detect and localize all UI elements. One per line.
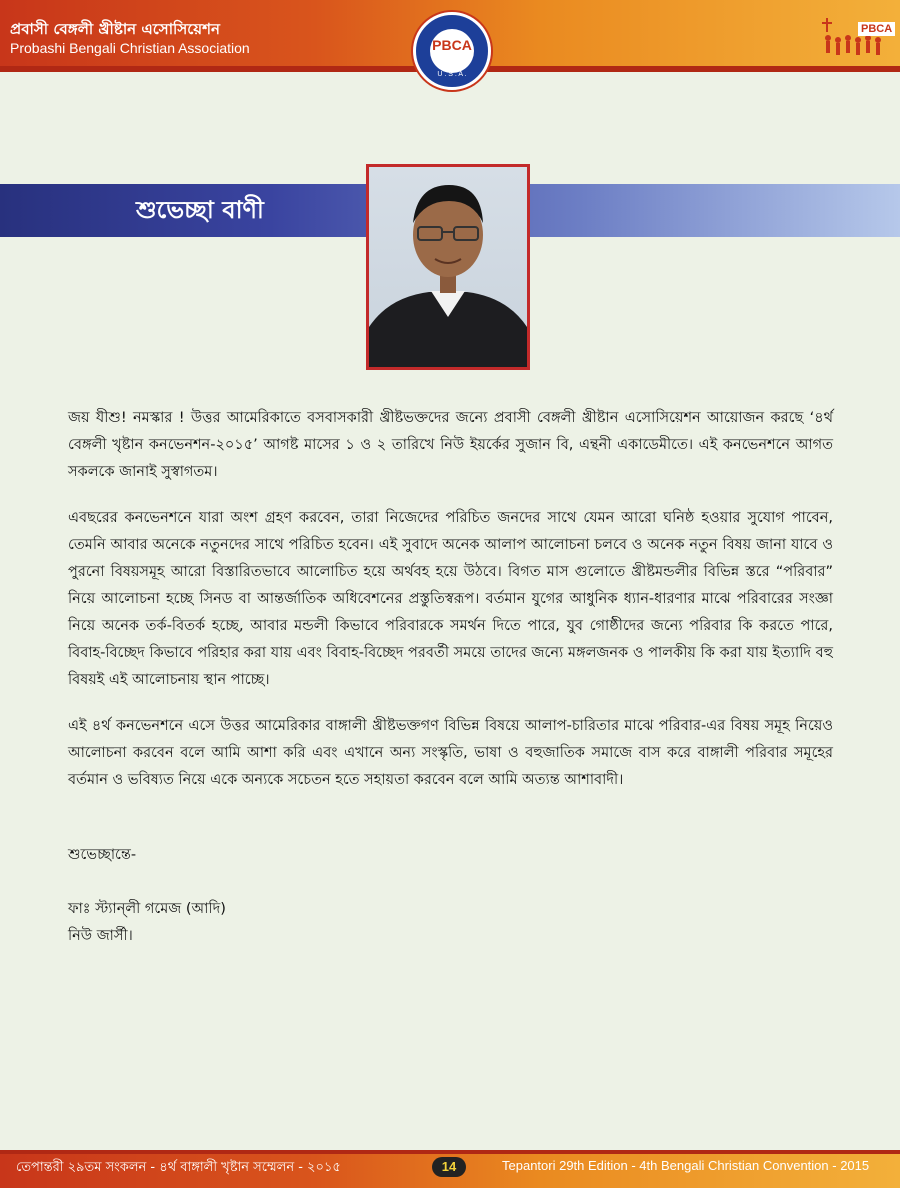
- footer-edition-english: Tepantori 29th Edition - 4th Bengali Christian Convention - 2015: [502, 1158, 870, 1173]
- org-name-english: Probashi Bengali Christian Association: [10, 40, 250, 56]
- closing-text: শুভেচ্ছান্তে-: [68, 847, 137, 863]
- author-portrait: [366, 164, 530, 370]
- paragraph: এবছরের কনভেনশনে যারা অংশ গ্রহণ করবেন, তারা নিজেদের পরিচিত জনদের সাথে যেমন আরো ঘনিষ্ঠ হওয়ার সুযোগ পাবেন, তেমনি আবার অনেকে নতুনদের সাথে পরিচিত হবেন। এই সুবাদে অনেক আলাপ আলোচনা চলবে ও অনেক নতুন বিষয় জানা যাবে ও পুরনো বিষয়সমূহ আরো বিস্তারিতভাবে আলোচিত হয়ে অর্থবহ হয়ে উঠবে। বিগত মাস গুলোতে খ্রীষ্টমন্ডলীর বিভিন্ন স্তরে “পরিবার” নিয়ে আলোচনা হচ্ছে সিনড বা আন্তর্জাতিক অধিবেশনের প্রস্তুতিস্বরূপ। বর্তমান যুগের আধুনিক ধ্যান-ধারণার মাঝে পরিবারের সংজ্ঞা নিয়ে অনেক তর্ক-বিতর্ক হচ্ছে, আবার মন্ডলী কিভাবে পরিবারকে সমর্থন দিতে পারে, যুব গোষ্ঠীদের জন্যে পরিবার কি করতে পারে, বিবাহ-বিচ্ছেদ কিভাবে পরিহার করা যায় এবং বিবাহ-বিচ্ছেদ পরবর্তী সময়ে তাদের জন্যে মঙ্গলজনক ও পালকীয় কি করা যায় ইত্যাদি বহু বিষয়ই এই আলোচনায় স্থান পাচ্ছে।: [68, 510, 833, 688]
- corner-logo-text: PBCA: [858, 22, 895, 36]
- footer-edition-bengali: তেপান্তরী ২৯তম সংকলন - ৪র্থ বাঙ্গালী খৃষ্টান সম্মেলন - ২০১৫: [16, 1160, 341, 1175]
- signature-place: নিউ জার্সী।: [68, 928, 133, 944]
- portrait-illustration: [369, 167, 527, 367]
- logo-usa-text: U . S . A .: [437, 71, 467, 78]
- page-number-badge: 14: [432, 1157, 466, 1177]
- footer-divider: [0, 1150, 900, 1154]
- paragraph: জয় যীশু! নমস্কার ! উত্তর আমেরিকাতে বসবাসকারী খ্রীষ্টভক্তদের জন্যে প্রবাসী বেঙ্গলী খ্রীষ্টান এসোসিয়েশন আয়োজন করছে ‘৪র্থ বেঙ্গলী খৃষ্টান কনভেনশন-২০১৫’ আগষ্ট মাসের ১ ও ২ তারিখে নিউ ইয়র্কের সুজান বি, এন্থনী একাডেমীতে। এই কনভেনশনে আগত সকলকে জানাই সুস্বাগতম।: [68, 410, 833, 480]
- paragraph: এই ৪র্থ কনভেনশনে এসে উত্তর আমেরিকার বাঙ্গালী খ্রীষ্টভক্তগণ বিভিন্ন বিষয়ে আলাপ-চারিতার মাঝে পরিবার-এর বিষয় সমূহ নিয়েও আলোচনা করবেন বলে আমি আশা করি এবং এখানে অন্য সংস্কৃতি, ভাষা ও বহুজাতিক সমাজে বাস করে বাঙ্গালী পরিবার সমূহের বর্তমান ও ভবিষ্যত নিয়ে একে অন্যকে সচেতন হতে সহায়তা করবেন বলে আমি অত্যন্ত আশাবাদী।: [68, 718, 833, 788]
- banner-title: শুভেচ্ছা বাণী: [136, 196, 264, 224]
- org-name-bengali: প্রবাসী বেঙ্গলী খ্রীষ্টান এসোসিয়েশন: [10, 20, 220, 38]
- signature-name: ফাঃ স্ট্যান্‌লী গমেজ (আদি): [68, 901, 226, 917]
- pbca-seal-logo: [413, 12, 491, 90]
- logo-letters: PBCA: [432, 37, 472, 53]
- message-body: [68, 405, 833, 813]
